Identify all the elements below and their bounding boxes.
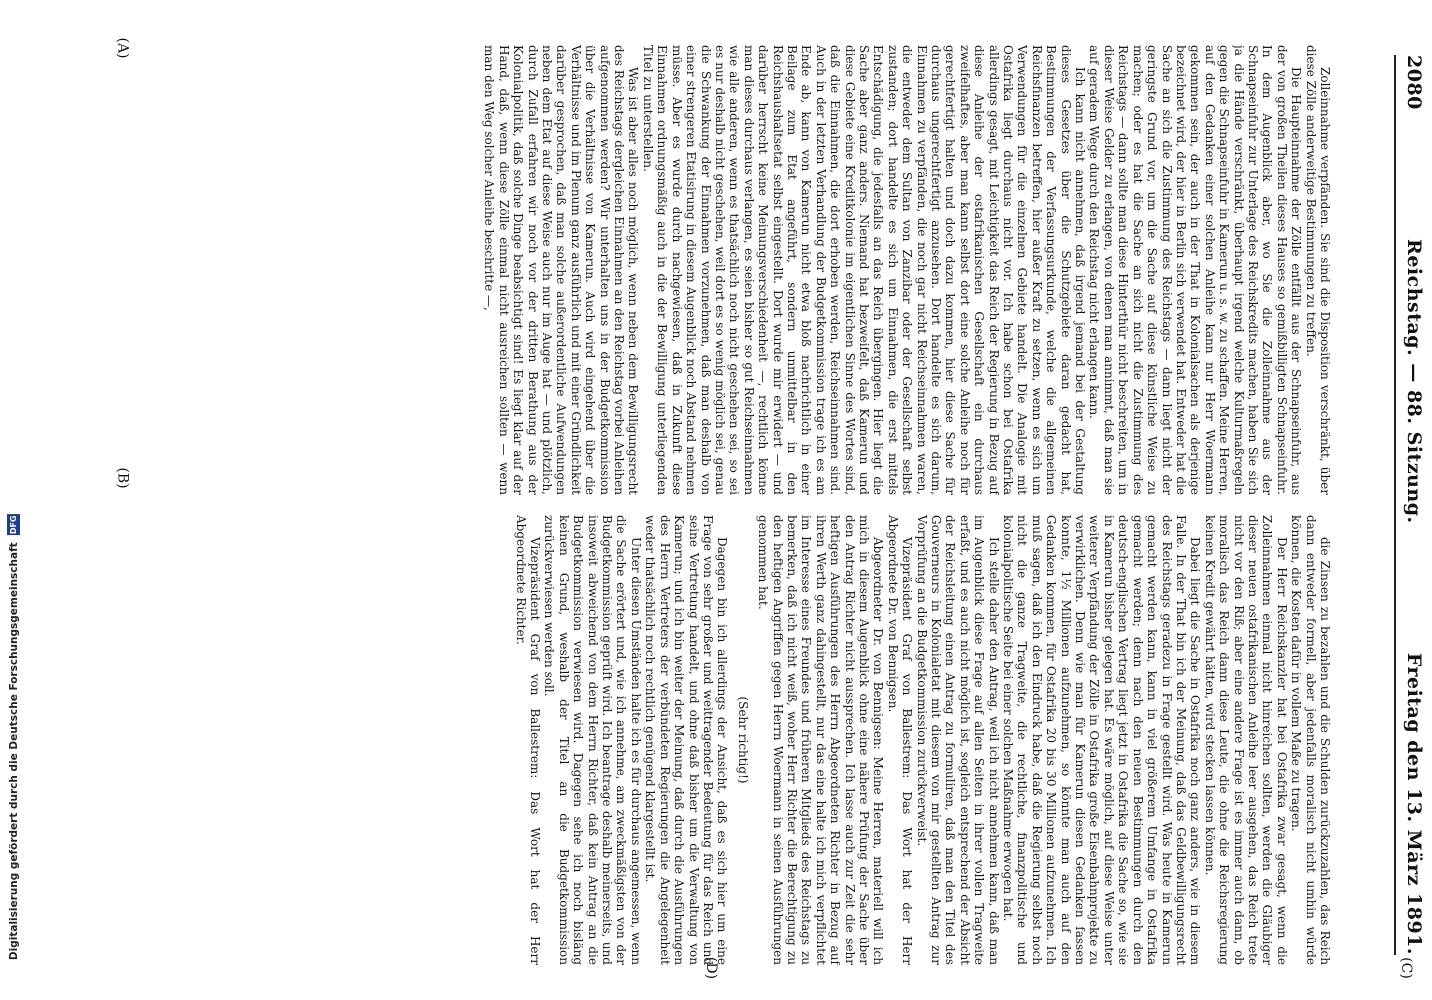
page-number: 2080: [1403, 55, 1425, 110]
margin-mark: (A): [114, 37, 131, 59]
page-header: [1396, 55, 1432, 955]
left-column-paragraph: Zolleinnahme verpfänden. Sie sind die Disposition verschränkt, über diese Zölle anderweitige Bestimmungen zu treffen.: [1303, 45, 1332, 495]
right-column-paragraph: (Sehr richtig!): [735, 696, 750, 784]
digitization-credit: [0, 0, 26, 1000]
page-date: Freitag den 13. März 1891.: [1403, 652, 1425, 955]
right-column: [32, 515, 1332, 965]
margin-mark: (B): [114, 467, 131, 489]
right-column-paragraph: Dagegen bin ich allerdings der Ansicht, daß es sich hier um eine Frage von sehr großer und weittragender Bedeutung für das Reich und seine Vertretung handelt, und ohne daß bisher um die Verwaltung von Kamerun; und ich bin weiter der Meinung, daß durch die Ausführungen des Herrn Vertreters der verbündeten Regierungen die Angelegenheit weder thatsächlich noch rechtlich genügend klargestellt ist.: [643, 515, 730, 965]
left-column-paragraph: Die Haupteinnahme der Zölle entfällt aus der Schnapseinfuhr, aus der von großen Theilen dieses Hauses so gemißbilligten Schnapseinfuhr. In dem Augenblick aber, wo Sie die Zolleinnahme aus der Schnapseinfuhr zur Unterlage des Reichskredits machen, haben Sie sich ja die Hände verschränkt, überhaupt irgend welche Kulturmaßregeln gegen die Schnapseinfuhr in Kamerun u. s. w. zu schaffen. Meine Herren, auf den Gedanken einer solchen Anleihe kann nur Herr Woermann gekommen sein, der auch in der That in Kolonialsachen als derjenige bezeichnet wird, der hier in Berlin sich verwendet hat. Entweder hat die Sache an sich die Zustimmung des Reichstags — dann liegt nicht der geringste Grund vor, um die Sache auf diese künstliche Weise zu machen; oder es hat die Sache an sich nicht die Zustimmung des Reichstags — dann sollte man diese Hinterthür nicht beschreiten, um in dieser Weise Gelder zu erlangen, von denen man annimmt, daß man sie auf geradem Wege durch den Reichstag nicht erlangen kann.: [1087, 45, 1304, 495]
right-column-paragraph: die Zinsen zu bezahlen und die Schulden zurückzuzahlen, das Reich dann entweder formell, aber jedenfalls moralisch nicht umhin würde können, die Kosten dafür in vollem Maße zu tragen.: [1289, 515, 1332, 965]
header-rule: [1394, 55, 1396, 955]
margin-mark: (C): [1397, 957, 1414, 979]
margin-mark: (D): [703, 956, 720, 980]
left-column-paragraph: Ich kann nicht annehmen, daß irgend jemand bei der Gestaltung dieses Gesetzes über die Schutzgebiete daran gedacht hat, Bestimmungen der Verfassungsurkunde, welche die allgemeinen Reichsfinanzen betreffen, hier außer Kraft zu setzen, wenn es sich um Verwendungen für die einzelnen Gebiete handelt. Die Analogie mit Ostafrika liegt durchaus nicht vor. Ich habe schon bei Ostafrika allerdings gesagt, mit Leichtigkeit das Reich der Regierung in Bezug auf diese Anleihe der ostafrikanischen Gesellschaft ein durchaus zweifelhaftes, aber man kann selbst dort eine solche Anleihe noch für gerechtfertigt halten und doch dazu kommen, hier diese Sache für durchaus ungerechtfertigt anzusehen. Dort handelte es sich darum, Einnahmen zu verpfänden, die noch gar nicht Reichseinnahmen waren, die entweder dem Sultan von Zanzibar oder der Gesellschaft selbst zustanden; dort handelte es sich um Einnahmen, die erst mittels Entschädigung, die jedesfalls an das Reich übergingen. Hier liegt die Sache aber ganz anders. Niemand hat bezweifelt, daß Kamerun und diese Gebiete eine Kreditkolonie im eigentlichen Sinne des Wortes sind, daß die Einnahmen, die dort erhoben werden, Reichseinnahmen sind. Auch in der letzten Verhandlung der Budgetkommission trage ich es am Ende ab, kann von Kamerun nicht etwa bloß nachrichtlich in einer Beilage zum Etat angeführt, sondern unmittelbar in den Reichshaushaltsetat selbst eingestellt. Dort wurde mir erwidert — und darüber herrscht keine Meinungsverschiedenheit —, rechtlich könne man dieses durchaus verlangen, es seien bisher so gut Reichseinnahmen wie alle anderen, wenn es thatsächlich noch nicht geschehen sei, so sei es nur deshalb nicht geschehen, weil dort es so wenig möglich sei, genau die Schwankung der Einnahmen vorzunehmen, daß man deshalb von einer strengeren Etatisirung in diesem Augenblick noch Abstand nehmen müsse. Aber es wurde durch nachgewiesen, daß in Zukunft diese Einnahmen ordnungsmäßig auch in die der Bewilligung unterliegenden Titel zu unterstellen.: [640, 45, 1088, 495]
dfg-logo: DFG: [8, 514, 18, 534]
right-column-paragraph: Dabei liegt die Sache in Ostafrika noch ganz anders, wie in diesem Falle. In der That bin ich der Meinung, daß das Geldbewilligungsrecht des Reichstags geradezu in Frage gestellt wird. Was heute in Kamerun gemacht werden kann, kann in viel größerem Umfange in Ostafrika gemacht werden; denn nach den neuen Bestimmungen durch den deutsch-englischen Vertrag liegt jetzt in Ostafrika die Sache so, wie sie in Kamerun bisher gelegen hat. Es wäre möglich, auf diese Weise unter weiterer Verpfändung der Zölle in Ostafrika große Eisenbahnprojekte zu verwirklichen. Denn wie man für Kamerun diesen Gedanken fassen konnte, 1½ Millionen aufzunehmen, so könnte man auch auf den Gedanken kommen, für Ostafrika 20 bis 30 Millionen aufzunehmen. Ich muß sagen, daß ich den Eindruck habe, daß die Regierung selbst noch nicht die ganze Tragweite, die rechtliche, finanzpolitische und kolonialpolitische Seite bei einer solchen Maßnahme erwogen hat.: [1001, 515, 1203, 965]
left-column: [32, 45, 1332, 495]
credit-text: Digitalisierung gefördert durch die Deutsche Forschungsgemeinschaft: [7, 542, 20, 960]
right-column-paragraph: Vizepräsident Graf von Ballestrem: Das Wort hat der Herr Abgeordnete Dr. von Bennigsen.: [885, 515, 915, 965]
right-column-paragraph: Abgeordneter Dr. von Bennigsen: Meine Herren, materiell will ich mich in diesem Augenblick ohne eine nähere Prüfung der Sache über den Antrag Richter nicht aussprechen. Ich lasse auch zur Zeit die sehr heftigen Ausführungen des Herrn Abgeordneten Richter in Bezug auf ihren Werth ganz dahingestellt, nur das eine halte ich mich verpflichtet im Interesse eines Freundes und früheren Mitglieds des Reichstags zu bemerken, daß ich nicht weiß, woher Herr Richter die Berechtigung zu den heftigen Angriffen gegen Herrn Woermann in seinen Ausführungen genommen hat.: [756, 515, 886, 965]
right-column-paragraph: Unter diesen Umständen halte ich es für durchaus angemessen, wenn die Sache erörtert und, wie ich annehme, am zweckmäßigsten von der Budgetkommission geprüft wird. Ich beantrage deshalb meinerseits, und insoweit abweichend von dem Herrn Richter, daß kein Antrag an die Budgetkommission verwiesen wird. Dagegen sehe ich noch bisläng keinen Grund, weshalb der Titel an die Budgetkommission zurückverwiesen werden soll.: [542, 515, 643, 965]
right-column-paragraph: Ich stelle daher den Antrag, weil ich nicht annehmen kann, daß man im Augenblick diese Frage auf allen Seiten in ihrer vollen Tragweite erfaßt, und es auch nicht möglich ist, sogleich entsprechend der Absicht der Reichsleitung einen Antrag zu formuliren, daß man den Titel des Gouverneurs in Kolonialetat mit diesem von mir gestellten Antrag zur Vorprüfung an die Budgetkommission zurückverweist.: [914, 515, 1001, 965]
left-column-paragraph: Was ist aber alles noch möglich, wenn neben dem Bewilligungsrecht des Reichstags dergleichen Einnahmen an den Reichstag vorbei Anleihen aufgenommen werden? Wir unterhalten uns in der Budgetkommission über die Verhältnisse von Kamerun. Auch wird eingehend über die Verhältnisse und im Plenum ganz ausführlich und mit einer Gründlichkeit darüber gesprochen, daß man solche außerordentliche Aufwendungen neben dem Etat auf diese Weise auch nur im Auge hat — und plötzlich, durch Zufall erfahren wir noch vor der dritten Berathung aus der Kolonialpolitik, daß solche Dinge beabsichtigt sind! Es liegt klar auf der Hand, daß, wenn diese Zölle einmal nicht ausreichen sollten — wenn man den Weg solcher Anleihe beschritte —,: [482, 45, 641, 495]
right-column-paragraph: Vizepräsident Graf von Ballestrem: Das Wort hat der Herr Abgeordnete Richter.: [513, 515, 543, 965]
right-column-paragraph: Der Herr Reichskanzler hat bei Ostafrika zwar gesagt, wenn die Zolleinnahmen einmal nicht hinreichen sollten, werden die Gläubiger dieser neuen ostafrikanischen Anleihe leer ausgehen, das Reich trete nicht vor den Riß; aber eine andere Frage ist es immer auch dann, ob moralisch das Reich dann diese Leute, die ohne die Reichsregierung keinen Kredit gewährt hätten, wird stecken lassen können.: [1202, 515, 1289, 965]
page-title: Reichstag. — 88. Sitzung.: [1403, 239, 1425, 524]
